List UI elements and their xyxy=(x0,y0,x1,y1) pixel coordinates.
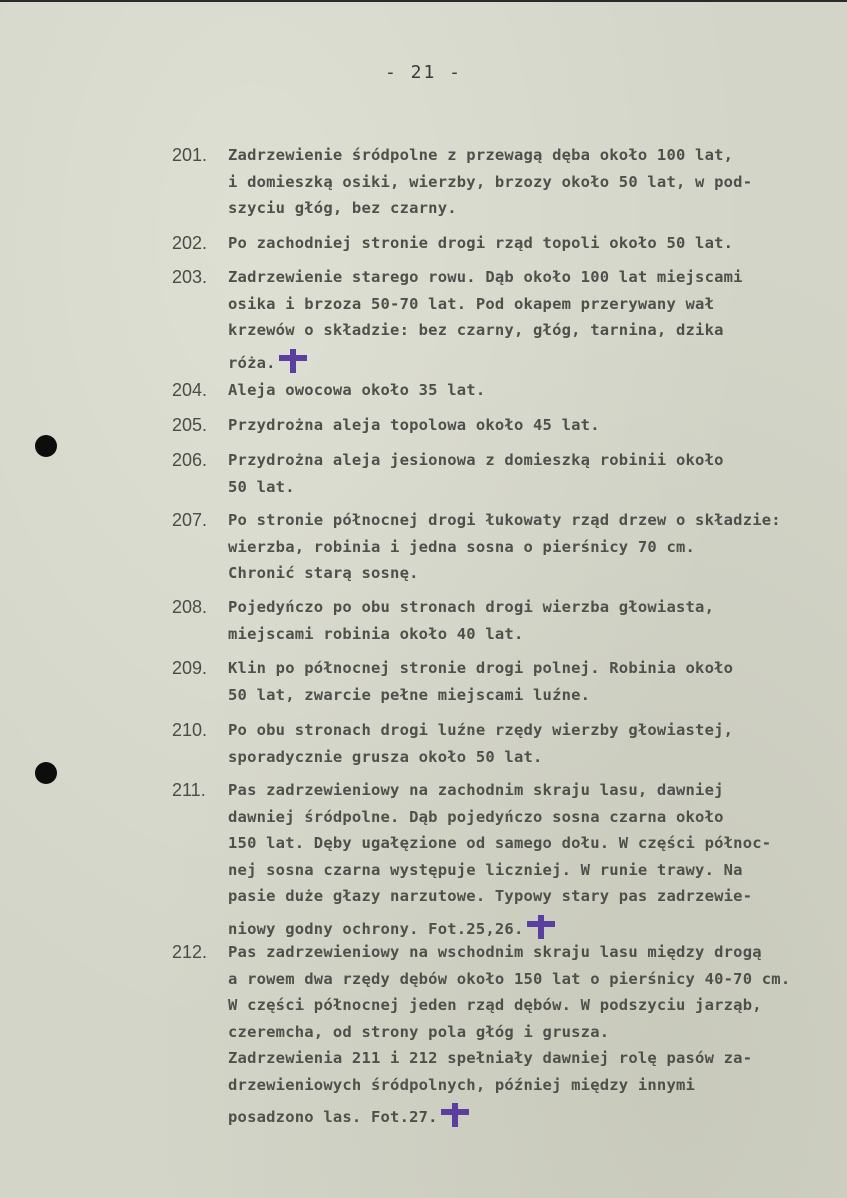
entry-number: 207. xyxy=(172,510,208,530)
entry-text: 50 lat. xyxy=(228,477,295,496)
entry-text: Zadrzewienie śródpolne z przewagą dęba około 100 lat, xyxy=(228,146,734,164)
entry-text-line xyxy=(228,808,724,826)
entry-text: miejscami robinia około 40 lat. xyxy=(228,624,524,643)
page-number: - 21 - xyxy=(384,62,463,83)
entry-text: Aleja owocowa około 35 lat. xyxy=(228,381,486,399)
entry-text-line xyxy=(228,970,790,988)
entry-text-line xyxy=(228,416,600,434)
entry-number: 208. xyxy=(172,597,208,617)
entry-text-line xyxy=(228,538,695,556)
entry-text: Zadrzewienia 211 i 212 spełniały dawniej rolę pasów za- xyxy=(228,1049,753,1067)
entry-text: Przydrożna aleja jesionowa z domieszką robinii około xyxy=(228,451,724,469)
entry-text-line xyxy=(228,1102,470,1132)
entry-text-line xyxy=(228,268,743,286)
entry-text-line xyxy=(228,887,752,905)
entry-text: sporadycznie grusza około 50 lat. xyxy=(228,747,543,766)
entry-text-line xyxy=(228,321,724,339)
entry-text-line xyxy=(228,748,543,766)
entry-text-line xyxy=(228,996,762,1014)
entry-text: Pojedyńczo po obu stronach drogi wierzba głowiasta, xyxy=(228,598,715,616)
entry-text: pasie duże głazy narzutowe. Typowy stary pas zadrzewie- xyxy=(228,887,753,905)
entry-number: 203. xyxy=(172,267,208,287)
entry-text: a rowem dwa rzędy dębów około 150 lat o pierśnicy 40-70 cm. xyxy=(228,969,791,988)
entry-text: W części północnej jeden rząd dębów. W podszyciu jarząb, xyxy=(228,996,762,1014)
entry-number: 209. xyxy=(172,658,208,678)
entry-text-line xyxy=(228,1023,609,1041)
entry-text: dawniej śródpolne. Dąb pojedyńczo sosna czarna około xyxy=(228,807,724,826)
entry-text: Po obu stronach drogi luźne rzędy wierzby głowiastej, xyxy=(228,721,734,739)
entry-text: szyciu głóg, bez czarny. xyxy=(228,199,457,217)
entry-text: nej sosna czarna występuje liczniej. W runie trawy. Na xyxy=(228,860,743,879)
punch-hole-icon xyxy=(35,435,57,457)
entry-text-line xyxy=(228,381,485,399)
entry-text-line xyxy=(228,721,733,739)
purple-cross-icon xyxy=(526,914,556,944)
entry-text-line xyxy=(228,943,762,961)
entry-text-line xyxy=(228,686,590,704)
entry-number: 211. xyxy=(172,780,206,800)
entry-text-line xyxy=(228,1076,695,1094)
entry-text: Przydrożna aleja topolowa około 45 lat. xyxy=(228,416,600,434)
entry-text: Po zachodniej stronie drogi rząd topoli około 50 lat. xyxy=(228,234,734,252)
entry-number: 202. xyxy=(172,233,208,253)
entry-number: 205. xyxy=(172,415,208,435)
entry-text: czeremcha, od strony pola głóg i grusza. xyxy=(228,1022,610,1041)
entry-text: osika i brzoza 50-70 lat. Pod okapem przerywany wał xyxy=(228,294,715,313)
entry-text: Klin po północnej stronie drogi polnej. Robinia około xyxy=(228,659,734,677)
entry-number: 204. xyxy=(172,380,208,400)
entry-text: Pas zadrzewieniowy na zachodnim skraju lasu, dawniej xyxy=(228,781,724,799)
entry-text-line xyxy=(228,295,714,313)
entry-text-line xyxy=(228,598,714,616)
punch-hole-icon xyxy=(35,762,57,784)
entry-text: niowy godny ochrony. Fot.25,26. xyxy=(228,919,524,938)
purple-cross-icon xyxy=(440,1102,470,1132)
entry-text: 150 lat. Dęby ugałęzione od samego dołu. W części północ- xyxy=(228,834,772,852)
entry-text: róża. xyxy=(228,353,276,372)
entry-text-line xyxy=(228,625,524,643)
entry-text-line xyxy=(228,564,419,582)
entry-text-line xyxy=(228,914,556,944)
entry-number: 212. xyxy=(172,942,208,962)
entry-text-line xyxy=(228,451,724,469)
entry-text: Pas zadrzewieniowy na wschodnim skraju lasu między drogą xyxy=(228,943,762,961)
entry-text-line xyxy=(228,834,771,852)
entry-text-line xyxy=(228,1049,752,1067)
entry-text-line xyxy=(228,511,781,529)
entry-text: Zadrzewienie starego rowu. Dąb około 100 lat miejscami xyxy=(228,268,743,286)
entry-text-line xyxy=(228,478,295,496)
entry-text-line xyxy=(228,659,733,677)
entry-number: 210. xyxy=(172,720,208,740)
entry-text-line xyxy=(228,861,743,879)
entry-text: krzewów o składzie: bez czarny, głóg, tarnina, dzika xyxy=(228,321,724,339)
entry-text: Chronić starą sosnę. xyxy=(228,564,419,582)
entry-text: drzewieniowych śródpolnych, później między innymi xyxy=(228,1075,696,1094)
entry-text: i domieszką osiki, wierzby, brzozy około 50 lat, w pod- xyxy=(228,172,753,191)
entry-text-line xyxy=(228,348,308,378)
entry-number: 206. xyxy=(172,450,208,470)
purple-cross-icon xyxy=(278,348,308,378)
entry-text-line xyxy=(228,234,733,252)
entry-text-line xyxy=(228,146,733,164)
entry-text: 50 lat, zwarcie pełne miejscami luźne. xyxy=(228,685,591,704)
entry-text-line xyxy=(228,173,752,191)
entry-text: posadzono las. Fot.27. xyxy=(228,1108,438,1126)
entry-text-line xyxy=(228,199,457,217)
entry-text: Po stronie północnej drogi łukowaty rząd drzew o składzie: xyxy=(228,511,781,529)
entry-number: 201. xyxy=(172,145,208,165)
entry-text-line xyxy=(228,781,724,799)
entry-text: wierzba, robinia i jedna sosna o pierśnicy 70 cm. xyxy=(228,537,696,556)
